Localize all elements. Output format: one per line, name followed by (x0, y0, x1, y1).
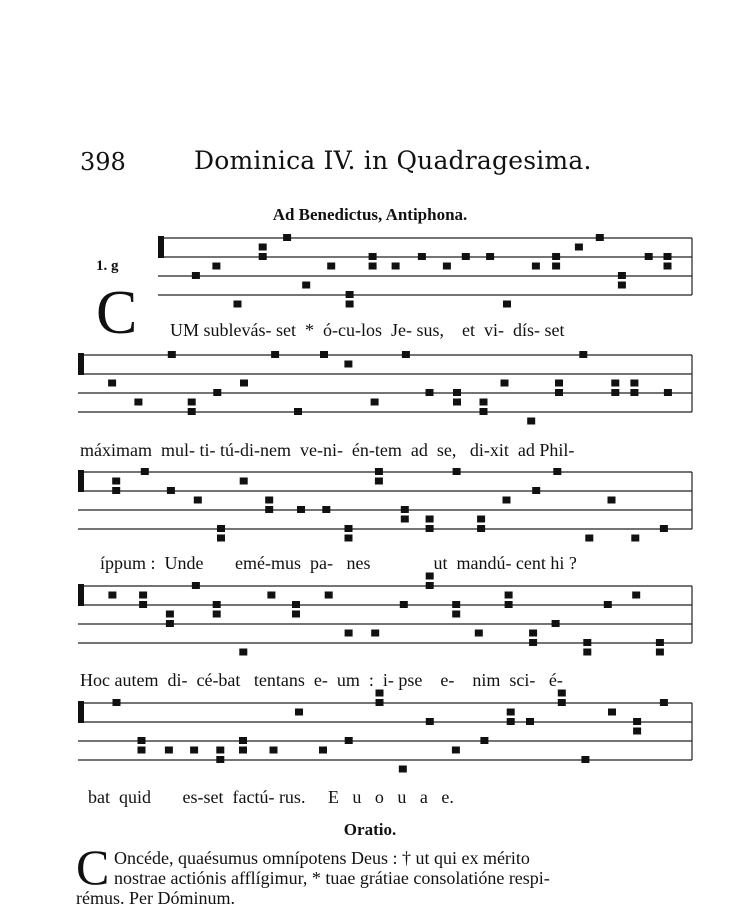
neume (633, 718, 641, 725)
neume (188, 408, 196, 415)
neume (239, 737, 247, 744)
neume (166, 620, 174, 627)
lyric-line-4: Hoc autem di- cé-bat tentans e- um : i- pse e- nim sci- é- (80, 670, 563, 690)
neume (426, 718, 434, 725)
clef-mark (78, 353, 84, 375)
neume (239, 649, 247, 656)
neume (426, 525, 434, 532)
oratio-heading: Oratio. (343, 820, 397, 839)
neume (503, 301, 511, 308)
neume (583, 639, 591, 646)
neume (656, 639, 664, 646)
neume (271, 351, 279, 358)
neume (375, 478, 383, 485)
neume (579, 351, 587, 358)
neume (345, 630, 353, 637)
neume (295, 709, 303, 716)
neume (188, 399, 196, 406)
oratio-initial: C (76, 839, 110, 895)
neume (345, 737, 353, 744)
neume (630, 380, 638, 387)
neume (660, 525, 668, 532)
neume (267, 592, 275, 599)
neume (167, 487, 175, 494)
neume (611, 389, 619, 396)
neume (608, 709, 616, 716)
neume (217, 525, 225, 532)
neume (480, 399, 488, 406)
neume (213, 611, 221, 618)
neume (213, 389, 221, 396)
neume (477, 516, 485, 523)
neume (486, 253, 494, 260)
neume (475, 630, 483, 637)
neume (345, 535, 353, 542)
neume (294, 408, 302, 415)
oratio-line-2: nostrae actiónis afflígimur, * tuae grátiae consolatióne respi- (114, 868, 550, 888)
page-title: Dominica IV. in Quadragesima. (194, 146, 592, 175)
neume (376, 699, 384, 706)
neume (265, 506, 273, 513)
neume (141, 468, 149, 475)
neume (501, 380, 509, 387)
neume (192, 272, 200, 279)
neume (319, 747, 327, 754)
neume (327, 263, 335, 270)
neume (452, 601, 460, 608)
neume (596, 234, 604, 241)
neume (527, 418, 535, 425)
lyric-line-3: íppum : Unde emé-mus pa- nes ut mandú- cent hi ? (100, 553, 577, 573)
neume (585, 535, 593, 542)
neume (633, 728, 641, 735)
neume (452, 747, 460, 754)
neume (618, 282, 626, 289)
neume (325, 592, 333, 599)
neume (426, 582, 434, 589)
neume (399, 766, 407, 773)
neume (322, 506, 330, 513)
neume (192, 582, 200, 589)
neume (660, 699, 668, 706)
neume (139, 592, 147, 599)
neume (239, 747, 247, 754)
neume (552, 620, 560, 627)
neume (190, 747, 198, 754)
neume (217, 535, 225, 542)
neume (526, 718, 534, 725)
neume (611, 380, 619, 387)
neume (630, 389, 638, 396)
neume (552, 253, 560, 260)
antiphon-heading: Ad Benedictus, Antiphona. (272, 205, 468, 224)
page-number: 398 (80, 148, 126, 176)
neume (529, 639, 537, 646)
neume (529, 630, 537, 637)
neume (608, 497, 616, 504)
lyric-line-2: máximam mul- ti- tú-di-nem ve-ni- én-tem ad se, di-xit ad Phil- (80, 440, 575, 460)
neume (532, 487, 540, 494)
neume (583, 649, 591, 656)
neume (134, 399, 142, 406)
neume (194, 497, 202, 504)
neume (553, 468, 561, 475)
neume (292, 601, 300, 608)
neume (618, 272, 626, 279)
neume (418, 253, 426, 260)
neume (505, 601, 513, 608)
neume (581, 756, 589, 763)
oratio-line-1: Oncéde, quaésumus omnípotens Deus : † ut qui ex mérito (114, 848, 530, 868)
neume (346, 291, 354, 298)
neume (664, 389, 672, 396)
neume (302, 282, 310, 289)
neume (346, 301, 354, 308)
neume (604, 601, 612, 608)
neume (656, 649, 664, 656)
neume (240, 478, 248, 485)
drop-cap-initial: C (96, 279, 138, 347)
neume (320, 351, 328, 358)
neume (166, 611, 174, 618)
neume (552, 263, 560, 270)
neume (259, 253, 267, 260)
clef-mark (78, 584, 84, 606)
lyric-line-1: UM sublevás- set * ó-cu-los Je- sus, et vi- dís- set (170, 320, 565, 340)
lyric-line-5: bat quid es-set factú- rus. E u o u a e. (88, 787, 454, 807)
clef-mark (78, 470, 84, 492)
neume (645, 253, 653, 260)
neume (265, 497, 273, 504)
neume (297, 506, 305, 513)
neume (165, 747, 173, 754)
neume (400, 601, 408, 608)
neume (426, 516, 434, 523)
neume (108, 380, 116, 387)
neume (480, 737, 488, 744)
neume (113, 699, 121, 706)
neume (426, 389, 434, 396)
neume (480, 408, 488, 415)
neume (575, 244, 583, 251)
neume (371, 399, 379, 406)
neume (371, 630, 379, 637)
neume (216, 747, 224, 754)
neume (344, 361, 352, 368)
neume (216, 756, 224, 763)
neume (168, 351, 176, 358)
neumes (78, 234, 672, 773)
neume (212, 263, 220, 270)
neume (453, 468, 461, 475)
neume (240, 380, 248, 387)
neume (477, 525, 485, 532)
neume (401, 516, 409, 523)
neume (369, 253, 377, 260)
neume (369, 263, 377, 270)
neume (259, 244, 267, 251)
mode-label: 1. g (96, 258, 119, 274)
neume (112, 487, 120, 494)
neume (462, 253, 470, 260)
neume (452, 611, 460, 618)
neume (401, 506, 409, 513)
neume (375, 468, 383, 475)
neume (505, 592, 513, 599)
neume (292, 611, 300, 618)
neume (138, 737, 146, 744)
neume (443, 263, 451, 270)
neume (213, 601, 221, 608)
neume (664, 253, 672, 260)
neume (112, 478, 120, 485)
neume (283, 234, 291, 241)
clef-mark (78, 701, 84, 723)
neume (402, 351, 410, 358)
neume (507, 718, 515, 725)
neume (555, 380, 563, 387)
neume (532, 263, 540, 270)
neume (631, 535, 639, 542)
neume (139, 601, 147, 608)
neume (453, 399, 461, 406)
neume (507, 709, 515, 716)
neume (270, 747, 278, 754)
neume (138, 747, 146, 754)
neume (664, 263, 672, 270)
neume (392, 263, 400, 270)
neume (555, 389, 563, 396)
neume (234, 301, 242, 308)
oratio-line-3: rémus. Per Dóminum. (76, 888, 235, 908)
clef-mark (158, 236, 164, 258)
neume (108, 592, 116, 599)
neume (345, 525, 353, 532)
neume (558, 699, 566, 706)
neume (503, 497, 511, 504)
neume (453, 389, 461, 396)
neume (632, 592, 640, 599)
